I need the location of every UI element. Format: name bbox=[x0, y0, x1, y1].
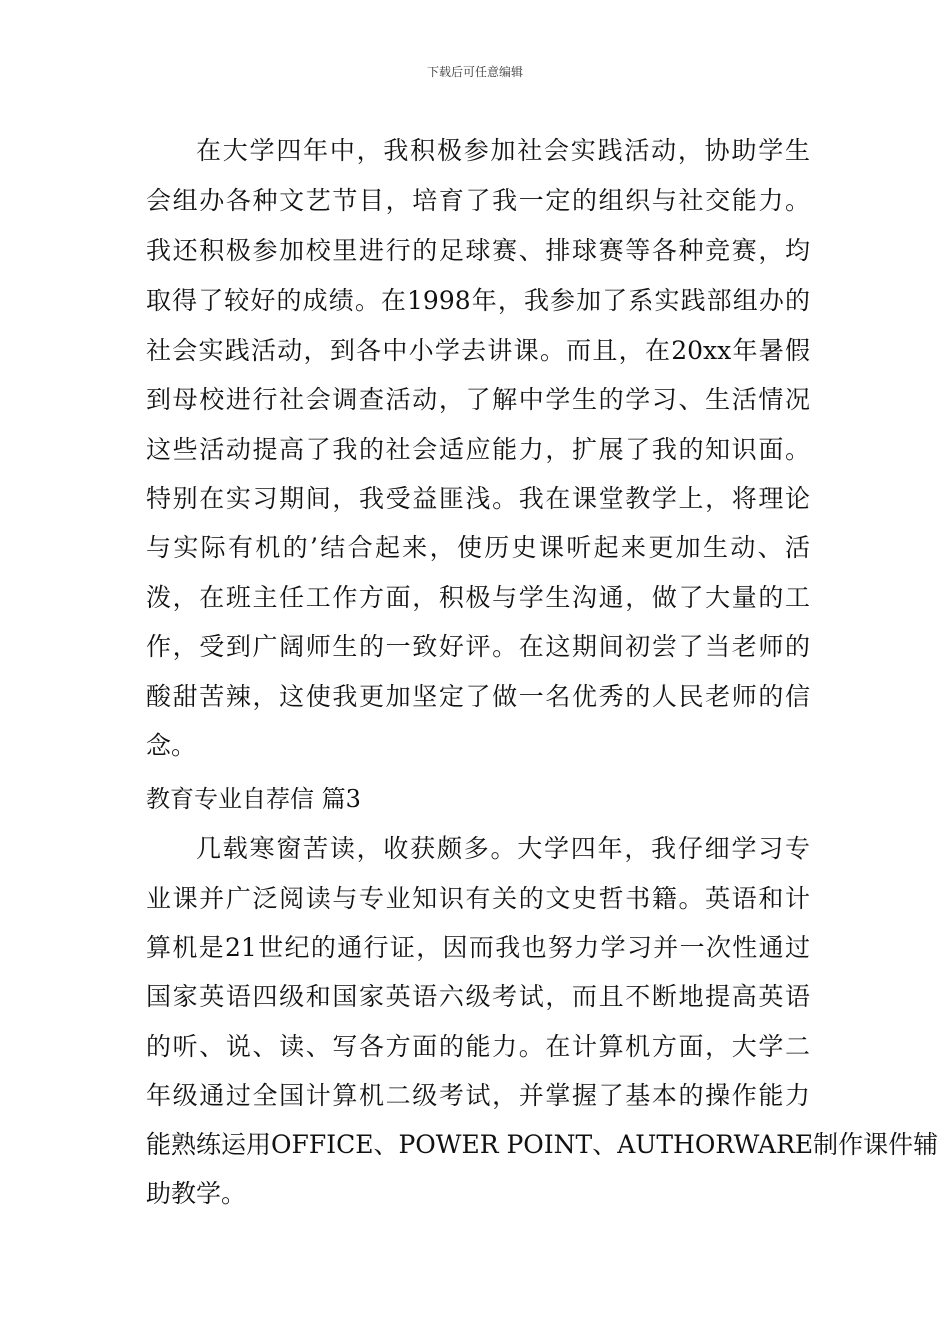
text-line: 国家英语四级和国家英语六级考试，而且不断地提高英语 bbox=[146, 982, 810, 1011]
page-header: 下载后可任意编辑 bbox=[426, 65, 523, 79]
text-line: 这些活动提高了我的社会适应能力，扩展了我的知识面。 bbox=[146, 435, 810, 464]
text-line: 能熟练运用OFFICE、POWER POINT、AUTHORWARE制作课件辅 bbox=[146, 1130, 939, 1159]
text-line: 会组办各种文艺节目，培育了我一定的组织与社交能力。 bbox=[146, 186, 810, 215]
text-line: 作，受到广阔师生的一致好评。在这期间初尝了当老师的 bbox=[146, 632, 810, 661]
text-line: 业课并广泛阅读与专业知识有关的文史哲书籍。英语和计 bbox=[146, 884, 810, 913]
text-line: 念。 bbox=[146, 731, 197, 760]
text-line: 与实际有机的’结合起来，使历史课听起来更加生动、活 bbox=[146, 533, 810, 562]
section-heading: 教育专业自荐信 篇3 bbox=[146, 785, 361, 813]
text-line: 算机是21世纪的通行证，因而我也努力学习并一次性通过 bbox=[146, 933, 810, 962]
text-line: 社会实践活动，到各中小学去讲课。而且，在20xx年暑假 bbox=[146, 336, 810, 365]
text-line: 特别在实习期间，我受益匪浅。我在课堂教学上，将理论 bbox=[146, 484, 810, 513]
text-line: 酸甜苦辣，这使我更加坚定了做一名优秀的人民老师的信 bbox=[146, 682, 810, 711]
text-line: 取得了较好的成绩。在1998年，我参加了系实践部组办的 bbox=[146, 286, 810, 315]
text-line: 助教学。 bbox=[146, 1179, 247, 1208]
text-line: 我还积极参加校里进行的足球赛、排球赛等各种竞赛，均 bbox=[146, 236, 810, 265]
text-line: 泼，在班主任工作方面，积极与学生沟通，做了大量的工 bbox=[146, 583, 810, 612]
text-line: 在大学四年中，我积极参加社会实践活动，协助学生 bbox=[196, 136, 810, 165]
text-line: 几载寒窗苦读，收获颇多。大学四年，我仔细学习专 bbox=[196, 834, 810, 863]
text-line: 的听、说、读、写各方面的能力。在计算机方面，大学二 bbox=[146, 1032, 810, 1061]
text-line: 到母校进行社会调查活动，了解中学生的学习、生活情况 bbox=[146, 385, 810, 414]
text-line: 年级通过全国计算机二级考试，并掌握了基本的操作能力 bbox=[146, 1081, 810, 1110]
